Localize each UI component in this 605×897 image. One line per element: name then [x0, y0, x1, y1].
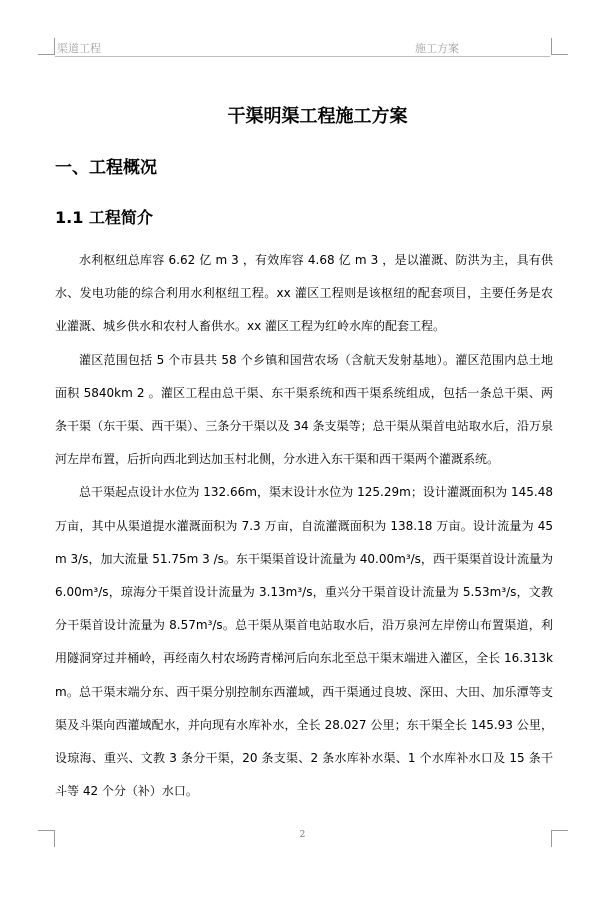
subsection-heading: 1.1 工程简介	[55, 208, 153, 227]
section-heading: 一、工程概况	[55, 158, 157, 178]
paragraph-2: 灌区范围包括 5 个市县共 58 个乡镇和国营农场（含航天发射基地）。灌区范围内总土地面积 5840km 2 。灌区工程由总干渠、东干渠系统和西干渠系统组成，包括一条总干渠、两条干渠（东干渠、西干渠）、三条分干渠以及 34 条支渠等；总干渠从渠首电站取水后，沿万泉河左岸布置，后折向西北到达加玉村北侧，分水进入东干渠和西干渠两个灌溉系统。	[55, 352, 553, 467]
document-title: 干渠明渠工程施工方案	[227, 106, 408, 127]
corner-mark-top-right	[551, 38, 568, 55]
header-left-text: 渠道工程	[57, 42, 101, 55]
paragraph-3: 总干渠起点设计水位为 132.66m，渠末设计水位为 125.29m；设计灌溉面积为 145.48 万亩，其中从渠道提水灌溉面积为 7.3 万亩，自流灌溉面积为 138.18 万亩。设计流量为 45m 3/s，加大流量 51.75m 3 /s。东干渠渠首设计流量为 40.00m³/s，西干渠渠首设计流量为 6.00m³/s，琼海分干渠首设计流量为 3.13m³/s，重兴分干渠首设计流量为 5.53m³/s，文教分干渠首设计流量为 8.57m³/s。总干渠从渠首电站取水后，沿万泉河左岸傍山布置渠道，利用隧洞穿过并桶岭，再经南久村农场跨青梯河后向东北至总干渠末端进入灌区，全长 16.313km。总干渠末端分东、西干渠分别控制东西灌域，西干渠通过良坡、深田、大田、加乐潭等支渠及斗渠向西灌域配水，并向现有水库补水，全长 28.027 公里；东干渠全长 145.93 公里，设琼海、重兴、文教 3 条分干渠，20 条支渠、2 条水库补水渠、1 个水库补水口及 15 条干斗等 42 个分（补）水口。	[55, 485, 553, 799]
page-number: 2	[299, 830, 306, 840]
body-text	[55, 244, 553, 808]
paragraph-1: 水利枢纽总库容 6.62 亿 m 3 ，有效库容 4.68 亿 m 3 ，是以灌溉、防洪为主，具有供水、发电功能的综合利用水利枢纽工程。xx 灌区工程则是该枢纽的配套项目，主要任务是农业灌溉、城乡供水和农村人畜供水。xx 灌区工程为红岭水库的配套工程。	[55, 253, 553, 334]
header-right-text: 施工方案	[415, 42, 459, 55]
corner-mark-top-left	[38, 38, 55, 55]
page-header	[55, 36, 550, 57]
